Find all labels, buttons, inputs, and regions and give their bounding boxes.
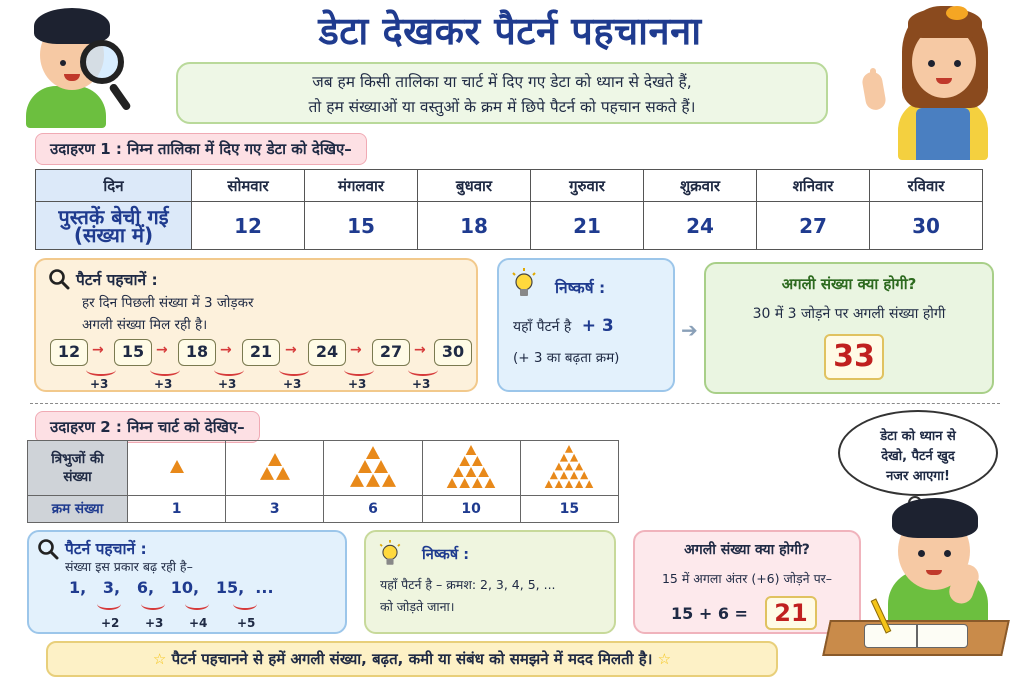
triangle-shape <box>366 474 380 487</box>
triangle-shape <box>570 471 578 479</box>
triangle-shape <box>260 467 274 480</box>
arrow-right-icon: → <box>220 342 232 358</box>
value-cell: 30 <box>870 202 983 250</box>
conclusion-line-2: को जोड़ते जाना। <box>380 599 455 614</box>
day-cell: सोमवार <box>192 170 305 202</box>
increment-label: +4 <box>189 616 208 630</box>
value-cell: 18 <box>418 202 531 250</box>
sequence-number: 24 <box>308 339 346 366</box>
curved-arrow-icon <box>150 364 180 376</box>
next-number-title: अगली संख्या क्या होगी? <box>684 542 810 558</box>
next-number-answer: 33 <box>824 334 884 380</box>
example-1-heading: उदाहरण 1 : निम्न तालिका में दिए गए डेटा को देखिए– <box>35 133 367 165</box>
curved-arrow-icon <box>233 598 257 610</box>
triangle-cell <box>520 441 618 496</box>
magnifier-icon <box>48 268 70 290</box>
triangle-shape <box>560 471 568 479</box>
triangle-shape <box>366 446 380 459</box>
example-2-heading: उदाहरण 2 : निम्न चार्ट को देखिए– <box>35 411 260 443</box>
pattern-title: पैटर्न पहचानें : <box>65 540 147 558</box>
table-row-label: पुस्तकें बेची गई (संख्या में) <box>36 202 192 250</box>
pattern-title: पैटर्न पहचानें : <box>76 271 158 289</box>
star-icon: ☆ <box>152 650 167 668</box>
increment-label: +3 <box>145 616 164 630</box>
day-cell: बुधवार <box>418 170 531 202</box>
triangle-shape <box>447 478 458 488</box>
lightbulb-icon <box>511 268 537 302</box>
increment-label: +3 <box>154 377 173 391</box>
next-number-answer: 21 <box>765 596 817 630</box>
day-cell: शनिवार <box>757 170 870 202</box>
triangle-shape <box>478 467 489 477</box>
triangle-shape <box>565 445 573 453</box>
next-number-text: 15 में अगला अंतर (+6) जोड़ने पर– <box>661 571 833 586</box>
star-icon: ☆ <box>657 650 672 668</box>
pattern-text: संख्या इस प्रकार बढ़ रही है– <box>65 559 193 574</box>
triangle-shape <box>268 453 282 466</box>
triangle-shape <box>565 463 573 471</box>
books-sold-table <box>35 169 983 250</box>
lightbulb-icon <box>378 540 402 570</box>
conclusion-box-1 <box>497 258 675 392</box>
bottom-banner <box>46 641 778 677</box>
triangle-chart-table <box>27 440 619 523</box>
sequence-number: 27 <box>372 339 410 366</box>
curved-arrow-icon <box>344 364 374 376</box>
conclusion-value: + 3 <box>581 316 614 336</box>
conclusion-line-1: यहाँ पैटर्न है – क्रमश: 2, 3, 4, 5, ... <box>380 577 556 592</box>
triangle-shape <box>580 471 588 479</box>
magnifier-icon <box>80 40 124 84</box>
count-cell: 15 <box>520 496 618 523</box>
increment-label: +3 <box>218 377 237 391</box>
conclusion-box-2 <box>364 530 616 634</box>
boy-studying-illustration <box>840 490 1020 680</box>
count-cell: 10 <box>422 496 520 523</box>
triangle-shape <box>575 480 583 488</box>
increment-label: +3 <box>283 377 302 391</box>
page-title: डेटा देखकर पैटर्न पहचानना <box>318 9 702 53</box>
value-cell: 21 <box>531 202 644 250</box>
sequence-number: 21 <box>242 339 280 366</box>
curved-arrow-icon <box>86 364 116 376</box>
increment-label: +3 <box>90 377 109 391</box>
arrow-right-icon: → <box>350 342 362 358</box>
sequence-number: 18 <box>178 339 216 366</box>
intro-box <box>176 62 828 124</box>
triangle-shape <box>550 471 558 479</box>
count-cell: 3 <box>226 496 324 523</box>
table-row-label: क्रम संख्या <box>28 496 128 523</box>
day-cell: गुरुवार <box>531 170 644 202</box>
triangle-shape <box>485 478 496 488</box>
day-cell: रविवार <box>870 170 983 202</box>
conclusion-title: निष्कर्ष : <box>422 547 469 563</box>
triangle-shape <box>350 474 364 487</box>
sequence-number: 12 <box>50 339 88 366</box>
triangle-cell <box>128 441 226 496</box>
triangle-shape <box>453 467 464 477</box>
intro-line-2: तो हम संख्याओं या वस्तुओं के क्रम में छिपे पैटर्न को पहचान सकते हैं। <box>308 98 696 116</box>
curved-arrow-icon <box>97 598 121 610</box>
count-cell: 6 <box>324 496 422 523</box>
triangle-shape <box>472 456 483 466</box>
value-cell: 12 <box>192 202 305 250</box>
day-cell: मंगलवार <box>305 170 418 202</box>
increment-label: +5 <box>237 616 256 630</box>
triangle-cell <box>226 441 324 496</box>
next-number-title: अगली संख्या क्या होगी? <box>781 275 917 293</box>
section-divider <box>30 403 1000 404</box>
triangle-group-icon <box>524 442 614 490</box>
curved-arrow-icon <box>408 364 438 376</box>
triangle-shape <box>555 463 563 471</box>
triangle-shape <box>170 460 184 473</box>
triangle-shape <box>382 474 396 487</box>
arrow-right-icon: → <box>414 342 426 358</box>
curved-arrow-icon <box>141 598 165 610</box>
triangle-shape <box>586 480 594 488</box>
pattern-sequence: 1, 3, 6, 10, 15, ... <box>69 578 274 597</box>
triangle-shape <box>276 467 290 480</box>
arrow-right-icon: → <box>285 342 297 358</box>
triangle-shape <box>560 454 568 462</box>
arrow-right-icon: ➔ <box>681 318 698 342</box>
triangle-cell <box>422 441 520 496</box>
triangle-group-icon <box>132 442 222 490</box>
next-number-equation: 15 + 6 = <box>671 604 748 623</box>
table-row-label: त्रिभुजों की संख्या <box>28 441 128 496</box>
triangle-shape <box>460 478 471 488</box>
curved-arrow-icon <box>214 364 244 376</box>
increment-label: +3 <box>412 377 431 391</box>
next-number-text: 30 में 3 जोड़ने पर अगली संख्या होगी <box>752 306 946 322</box>
triangle-shape <box>374 460 388 473</box>
triangle-shape <box>545 480 553 488</box>
girl-pointing-illustration <box>860 0 1010 160</box>
triangle-shape <box>466 445 477 455</box>
pattern-text-line-2: अगली संख्या मिल रही है। <box>82 317 208 333</box>
arrow-right-icon: → <box>156 342 168 358</box>
triangle-shape <box>472 478 483 488</box>
next-number-box-1 <box>704 262 994 394</box>
count-cell: 1 <box>128 496 226 523</box>
increment-label: +3 <box>348 377 367 391</box>
banner-text: पैटर्न पहचानने से हमें अगली संख्या, बढ़त, कमी या संबंध को समझने में मदद मिलती है। <box>171 650 653 668</box>
triangle-cell <box>324 441 422 496</box>
table-header-day: दिन <box>36 170 192 202</box>
triangle-group-icon <box>426 442 516 490</box>
triangle-group-icon <box>230 442 320 490</box>
magnifier-icon <box>37 538 59 560</box>
pattern-box-1 <box>34 258 478 392</box>
conclusion-line-2: (+ 3 का बढ़ता क्रम) <box>513 350 620 366</box>
day-cell: शुक्रवार <box>644 170 757 202</box>
sequence-number: 30 <box>434 339 472 366</box>
triangle-shape <box>555 480 563 488</box>
sequence-number: 15 <box>114 339 152 366</box>
increment-label: +2 <box>101 616 120 630</box>
triangle-shape <box>460 456 471 466</box>
value-cell: 15 <box>305 202 418 250</box>
curved-arrow-icon <box>185 598 209 610</box>
intro-line-1: जब हम किसी तालिका या चार्ट में दिए गए डेटा को ध्यान से देखते हैं, <box>312 73 692 91</box>
pattern-box-2 <box>27 530 347 634</box>
triangle-shape <box>466 467 477 477</box>
pattern-text-line-1: हर दिन पिछली संख्या में 3 जोड़कर <box>82 295 254 311</box>
triangle-shape <box>358 460 372 473</box>
triangle-shape <box>575 463 583 471</box>
boy-with-magnifier-illustration <box>18 0 148 128</box>
triangle-shape <box>565 480 573 488</box>
conclusion-line-1: यहाँ पैटर्न है + 3 <box>513 316 614 336</box>
arrow-right-icon: → <box>92 342 104 358</box>
triangle-shape <box>570 454 578 462</box>
value-cell: 24 <box>644 202 757 250</box>
curved-arrow-icon <box>279 364 309 376</box>
value-cell: 27 <box>757 202 870 250</box>
conclusion-title: निष्कर्ष : <box>555 279 606 297</box>
next-number-box-2 <box>633 530 861 634</box>
triangle-group-icon <box>328 442 418 490</box>
thought-bubble: डेटा को ध्यान से देखो, पैटर्न खुद नजर आएगा! <box>838 410 998 496</box>
